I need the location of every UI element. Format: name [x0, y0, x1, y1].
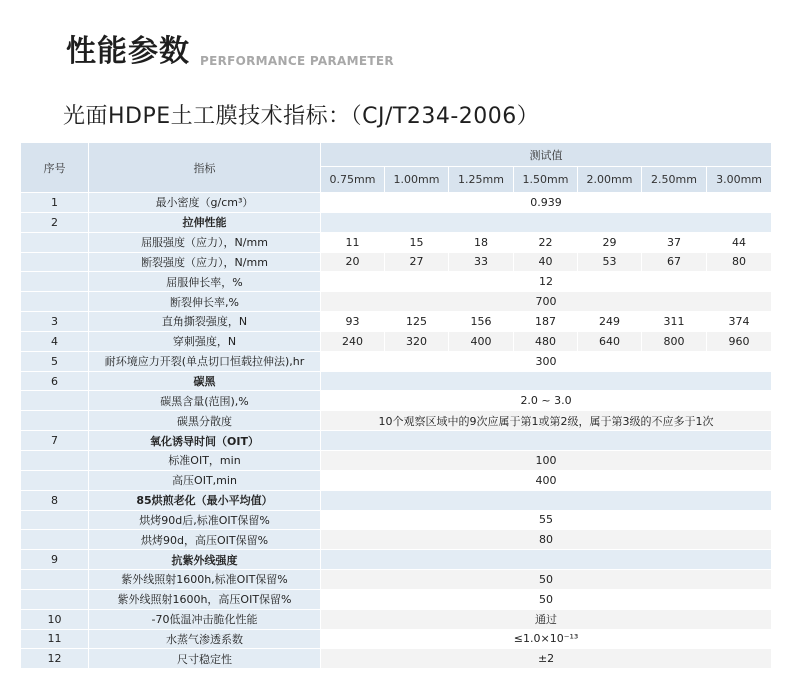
row-label: 标准OIT，min [89, 450, 321, 470]
value-cell: 80 [707, 252, 772, 272]
row-label: 烘烤90d，高压OIT保留% [89, 530, 321, 550]
value-cell: 44 [707, 232, 772, 252]
merged-value: 80 [321, 530, 772, 550]
table-row [21, 649, 772, 669]
value-cell: 400 [449, 331, 514, 351]
row-label: 烘烤90d后,标准OIT保留% [89, 510, 321, 530]
section-row [21, 550, 772, 570]
value-cell: 249 [578, 312, 642, 332]
row-number [21, 510, 89, 530]
row-number [21, 570, 89, 590]
thickness-header: 2.50mm [642, 167, 707, 193]
merged-value: 10个观察区域中的9次应属于第1或第2级，属于第3级的不应多于1次 [321, 411, 772, 431]
value-cell: 156 [449, 312, 514, 332]
value-cell: 311 [642, 312, 707, 332]
section-title-english: PERFORMANCE PARAMETER [200, 54, 394, 68]
table-row [21, 312, 772, 332]
section-band [321, 212, 772, 232]
value-cell: 11 [321, 232, 385, 252]
row-label: 紫外线照射1600h，高压OIT保留% [89, 589, 321, 609]
row-number: 3 [21, 312, 89, 332]
row-label: 穿刺强度，N [89, 331, 321, 351]
row-number: 10 [21, 609, 89, 629]
merged-value: 700 [321, 292, 772, 312]
section-row [21, 371, 772, 391]
thickness-header: 1.50mm [514, 167, 578, 193]
value-cell: 125 [385, 312, 449, 332]
row-label: 断裂强度（应力），N/mm [89, 252, 321, 272]
section-band [321, 550, 772, 570]
spec-table-body [21, 143, 772, 669]
value-cell: 67 [642, 252, 707, 272]
row-label: 屈服伸长率，% [89, 272, 321, 292]
section-label: 拉伸性能 [89, 212, 321, 232]
section-band [321, 431, 772, 451]
row-number [21, 530, 89, 550]
value-cell: 20 [321, 252, 385, 272]
row-number [21, 252, 89, 272]
value-cell: 18 [449, 232, 514, 252]
value-cell: 640 [578, 331, 642, 351]
merged-value: 0.939 [321, 193, 772, 213]
spec-table [20, 142, 772, 669]
merged-value: ±2 [321, 649, 772, 669]
row-number [21, 292, 89, 312]
value-cell: 240 [321, 331, 385, 351]
table-header-row [21, 143, 772, 167]
table-row [21, 252, 772, 272]
merged-value: 通过 [321, 609, 772, 629]
row-number [21, 391, 89, 411]
row-number [21, 589, 89, 609]
merged-value: 2.0 ~ 3.0 [321, 391, 772, 411]
merged-value: 55 [321, 510, 772, 530]
table-row [21, 411, 772, 431]
header-no: 序号 [21, 143, 89, 193]
row-number: 2 [21, 212, 89, 232]
table-row [21, 530, 772, 550]
row-number: 5 [21, 351, 89, 371]
value-cell: 37 [642, 232, 707, 252]
row-number: 1 [21, 193, 89, 213]
thickness-header: 1.25mm [449, 167, 514, 193]
value-cell: 320 [385, 331, 449, 351]
section-band [321, 371, 772, 391]
row-number [21, 411, 89, 431]
table-row [21, 450, 772, 470]
row-label: 尺寸稳定性 [89, 649, 321, 669]
merged-value: ≤1.0×10⁻¹³ [321, 629, 772, 649]
section-row [21, 431, 772, 451]
row-label: 耐环境应力开裂(单点切口恒载拉伸法),hr [89, 351, 321, 371]
table-row [21, 391, 772, 411]
row-number: 6 [21, 371, 89, 391]
value-cell: 27 [385, 252, 449, 272]
row-number [21, 470, 89, 490]
value-cell: 15 [385, 232, 449, 252]
row-label: 最小密度（g/cm³） [89, 193, 321, 213]
thickness-header: 1.00mm [385, 167, 449, 193]
section-label: 抗紫外线强度 [89, 550, 321, 570]
table-row [21, 470, 772, 490]
section-label: 85烘煎老化（最小平均值） [89, 490, 321, 510]
value-cell: 187 [514, 312, 578, 332]
row-label: 碳黑分散度 [89, 411, 321, 431]
row-number [21, 450, 89, 470]
table-row [21, 589, 772, 609]
row-label: 断裂伸长率,% [89, 292, 321, 312]
row-label: 碳黑含量(范围),% [89, 391, 321, 411]
merged-value: 400 [321, 470, 772, 490]
header-test-value: 测试值 [321, 143, 772, 167]
section-band [321, 490, 772, 510]
table-row [21, 351, 772, 371]
section-label: 氧化诱导时间（OIT） [89, 431, 321, 451]
value-cell: 40 [514, 252, 578, 272]
value-cell: 480 [514, 331, 578, 351]
row-number: 11 [21, 629, 89, 649]
value-cell: 93 [321, 312, 385, 332]
value-cell: 29 [578, 232, 642, 252]
section-title: 性能参数 [66, 34, 190, 69]
value-cell: 22 [514, 232, 578, 252]
row-number: 12 [21, 649, 89, 669]
merged-value: 12 [321, 272, 772, 292]
thickness-header: 2.00mm [578, 167, 642, 193]
merged-value: 50 [321, 589, 772, 609]
table-row [21, 609, 772, 629]
table-row [21, 510, 772, 530]
table-row [21, 272, 772, 292]
section-row [21, 212, 772, 232]
value-cell: 800 [642, 331, 707, 351]
value-cell: 960 [707, 331, 772, 351]
table-row [21, 193, 772, 213]
row-number: 4 [21, 331, 89, 351]
row-number: 7 [21, 431, 89, 451]
row-label: 直角撕裂强度，N [89, 312, 321, 332]
table-row [21, 570, 772, 590]
section-row [21, 490, 772, 510]
table-row [21, 232, 772, 252]
row-label: 屈服强度（应力），N/mm [89, 232, 321, 252]
row-label: 高压OIT,min [89, 470, 321, 490]
header-index: 指标 [89, 143, 321, 193]
value-cell: 53 [578, 252, 642, 272]
merged-value: 100 [321, 450, 772, 470]
section-label: 碳黑 [89, 371, 321, 391]
row-number: 8 [21, 490, 89, 510]
merged-value: 50 [321, 570, 772, 590]
thickness-header: 0.75mm [321, 167, 385, 193]
row-label: 紫外线照射1600h,标准OIT保留% [89, 570, 321, 590]
section-header [66, 34, 394, 70]
table-row [21, 331, 772, 351]
row-number [21, 232, 89, 252]
table-row [21, 629, 772, 649]
spec-subtitle: 光面HDPE土工膜技术指标：（CJ/T234-2006） [63, 104, 540, 129]
value-cell: 374 [707, 312, 772, 332]
row-label: -70低温冲击脆化性能 [89, 609, 321, 629]
row-number: 9 [21, 550, 89, 570]
thickness-header: 3.00mm [707, 167, 772, 193]
row-label: 水蒸气渗透系数 [89, 629, 321, 649]
value-cell: 33 [449, 252, 514, 272]
row-number [21, 272, 89, 292]
merged-value: 300 [321, 351, 772, 371]
table-row [21, 292, 772, 312]
